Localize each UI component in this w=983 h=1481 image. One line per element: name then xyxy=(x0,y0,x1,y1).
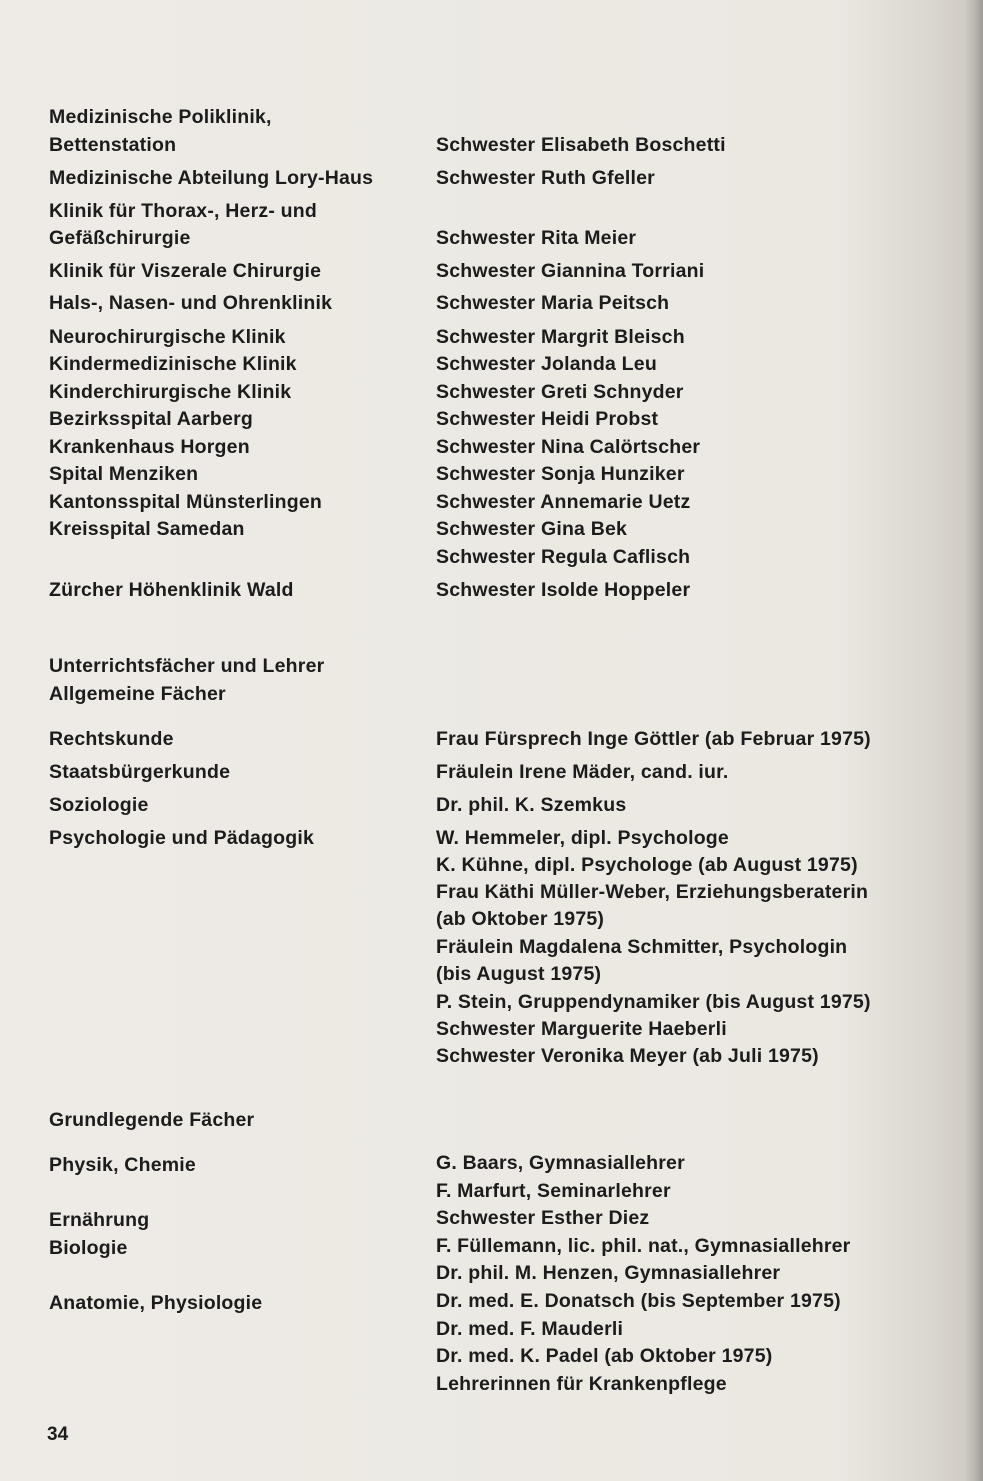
clinic-name: Medizinische Poliklinik, xyxy=(49,106,272,128)
nurse-name: Schwester Sonja Hunziker xyxy=(436,463,685,485)
clinic-name: Kinderchirurgische Klinik xyxy=(49,381,292,403)
teacher-name: F. Füllemann, lic. phil. nat., Gymnasiallehrer xyxy=(436,1235,851,1257)
clinic-name: Kreisspital Samedan xyxy=(49,518,245,540)
clinic-name: Zürcher Höhenklinik Wald xyxy=(49,579,294,601)
clinic-name: Kantonsspital Münsterlingen xyxy=(49,491,323,513)
clinic-name: Klinik für Thorax-, Herz- und xyxy=(49,200,317,222)
teacher-name: Dr. med. K. Padel (ab Oktober 1975) xyxy=(436,1345,773,1367)
teacher-name: K. Kühne, dipl. Psychologe (ab August 1975) xyxy=(436,854,858,876)
subject-name: Soziologie xyxy=(49,794,149,816)
clinic-name: Gefäßchirurgie xyxy=(49,227,191,249)
teacher-name: Frau Käthi Müller-Weber, Erziehungsberaterin xyxy=(436,881,869,903)
teacher-name: F. Marfurt, Seminarlehrer xyxy=(436,1180,671,1202)
nurse-name: Schwester Jolanda Leu xyxy=(436,353,657,375)
clinic-name: Krankenhaus Horgen xyxy=(49,436,250,458)
subject-name: Anatomie, Physiologie xyxy=(49,1292,263,1314)
subject-name: Staatsbürgerkunde xyxy=(49,761,231,783)
teacher-name: Fräulein Magdalena Schmitter, Psychologin xyxy=(436,936,848,958)
teacher-name: (bis August 1975) xyxy=(436,963,602,985)
nurse-name: Schwester Isolde Hoppeler xyxy=(436,579,691,601)
teacher-name: Dr. med. F. Mauderli xyxy=(436,1318,624,1340)
nurse-name: Schwester Annemarie Uetz xyxy=(436,491,691,513)
subject-name: Rechtskunde xyxy=(49,728,174,750)
teacher-name: Dr. phil. M. Henzen, Gymnasiallehrer xyxy=(436,1262,781,1284)
nurse-name: Schwester Maria Peitsch xyxy=(436,292,670,314)
page-number: 34 xyxy=(47,1424,69,1445)
subject-name: Psychologie und Pädagogik xyxy=(49,827,315,849)
subject-name: Biologie xyxy=(49,1237,128,1259)
section-subheading: Grundlegende Fächer xyxy=(49,1109,255,1131)
nurse-name: Schwester Giannina Torriani xyxy=(436,260,705,282)
teacher-name: Fräulein Irene Mäder, cand. iur. xyxy=(436,761,729,783)
clinic-name: Medizinische Abteilung Lory-Haus xyxy=(49,167,374,189)
clinic-name: Bettenstation xyxy=(49,134,177,156)
nurse-name: Schwester Ruth Gfeller xyxy=(436,167,655,189)
nurse-name: Schwester Margrit Bleisch xyxy=(436,326,685,348)
clinic-name: Hals-, Nasen- und Ohrenklinik xyxy=(49,292,333,314)
teacher-name: Schwester Veronika Meyer (ab Juli 1975) xyxy=(436,1045,819,1067)
clinic-name: Bezirksspital Aarberg xyxy=(49,408,253,430)
clinic-name: Spital Menziken xyxy=(49,463,199,485)
section-subheading: Allgemeine Fächer xyxy=(49,683,226,705)
teacher-name: P. Stein, Gruppendynamiker (bis August 1975) xyxy=(436,991,871,1013)
subject-name: Physik, Chemie xyxy=(49,1154,196,1176)
teacher-name: Schwester Esther Diez xyxy=(436,1207,650,1229)
nurse-name: Schwester Rita Meier xyxy=(436,227,637,249)
subject-name: Ernährung xyxy=(49,1209,150,1231)
teacher-name: Frau Fürsprech Inge Göttler (ab Februar 1975) xyxy=(436,728,871,750)
teacher-name: Dr. med. E. Donatsch (bis September 1975) xyxy=(436,1290,841,1312)
page-binding-shadow xyxy=(965,0,983,1481)
teacher-name: Schwester Marguerite Haeberli xyxy=(436,1018,727,1040)
teacher-name: G. Baars, Gymnasiallehrer xyxy=(436,1152,685,1174)
clinic-name: Kindermedizinische Klinik xyxy=(49,353,297,375)
nurse-name: Schwester Nina Calörtscher xyxy=(436,436,701,458)
clinic-name: Klinik für Viszerale Chirurgie xyxy=(49,260,322,282)
nurse-name: Schwester Greti Schnyder xyxy=(436,381,684,403)
nurse-name: Schwester Elisabeth Boschetti xyxy=(436,134,726,156)
teacher-name: Lehrerinnen für Krankenpflege xyxy=(436,1373,727,1395)
nurse-name: Schwester Gina Bek xyxy=(436,518,628,540)
teacher-name: (ab Oktober 1975) xyxy=(436,908,605,930)
section-heading: Unterrichtsfächer und Lehrer xyxy=(49,655,325,677)
nurse-name: Schwester Regula Caflisch xyxy=(436,546,691,568)
clinic-name: Neurochirurgische Klinik xyxy=(49,326,286,348)
teacher-name: Dr. phil. K. Szemkus xyxy=(436,794,627,816)
nurse-name: Schwester Heidi Probst xyxy=(436,408,659,430)
teacher-name: W. Hemmeler, dipl. Psychologe xyxy=(436,827,729,849)
